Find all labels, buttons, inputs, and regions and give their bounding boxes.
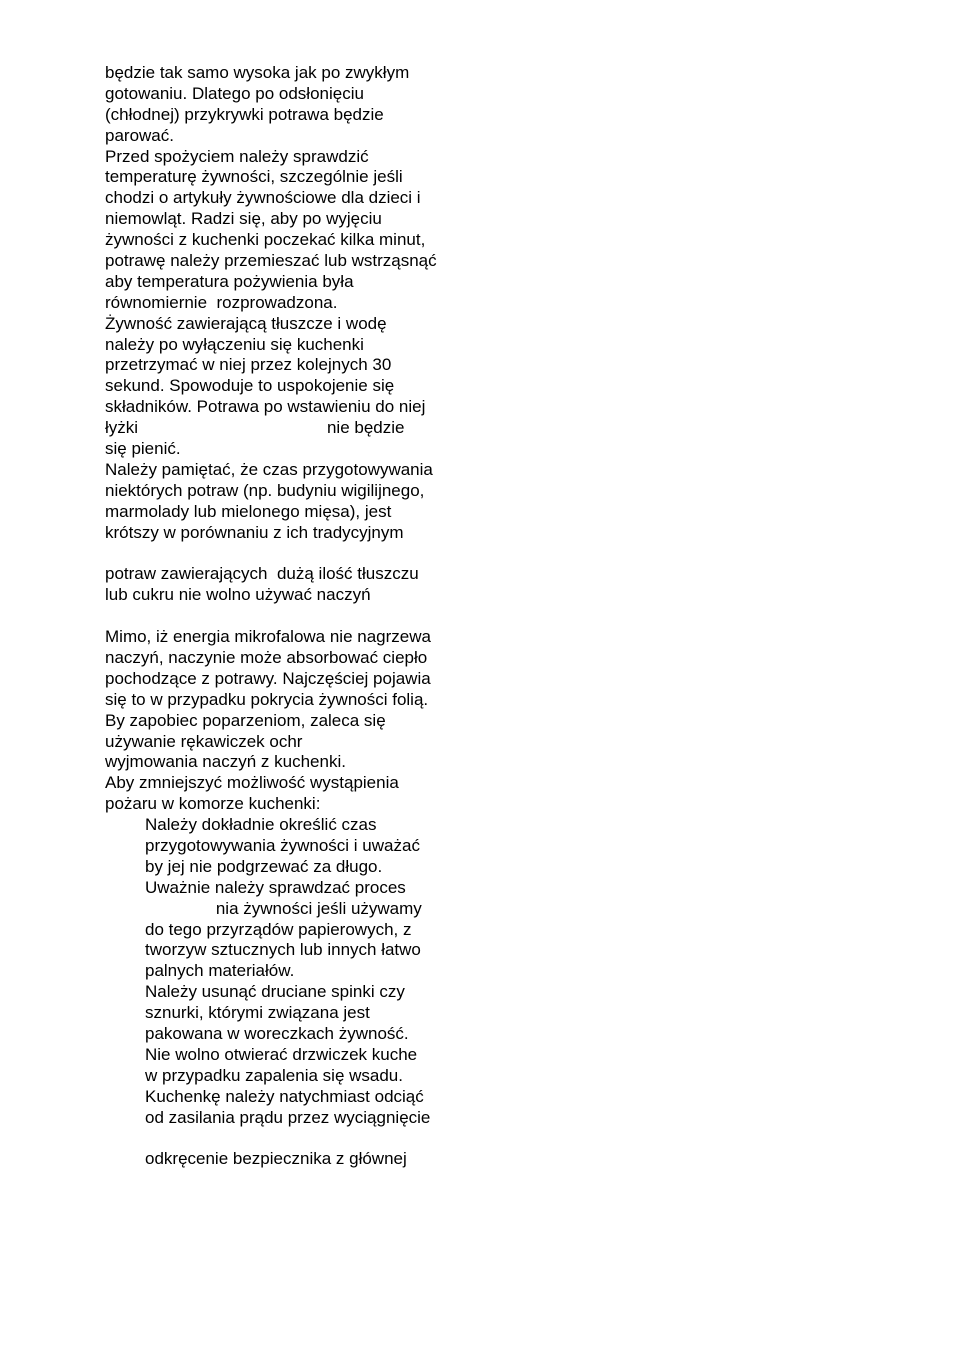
text-line: gotowaniu. Dlatego po odsłonięciu [105,83,364,103]
text-line: odkręcenie bezpiecznika z głównej [145,1149,407,1169]
text-line: (chłodnej) przykrywki potrawa będzie [105,104,384,124]
text-line: składników. Potrawa po wstawieniu do niej [105,397,426,417]
text-line: Przed spożyciem należy sprawdzić [105,146,369,166]
text-line: się to w przypadku pokrycia żywności folią. [105,689,429,709]
text-line: potrawę należy przemieszać lub wstrząsnąć [105,251,437,271]
text-line: naczyń, naczynie może absorbować ciepło [105,647,428,667]
text-line: żywności z kuchenki poczekać kilka minut, [105,230,426,250]
text-line: Należy dokładnie określić czas [145,815,377,835]
text-line: będzie tak samo wysoka jak po zwykłym [105,63,410,82]
text-line: chodzi o artykuły żywnościowe dla dzieci i [105,188,421,208]
text-line: Uważnie należy sprawdzać proces [145,877,406,897]
text-line: się pienić. [105,439,181,459]
text-line: wyjmowania naczyń z kuchenki. [105,752,346,772]
text-line: sekund. Spowoduje to uspokojenie się [105,376,395,396]
text-line: należy po wyłączeniu się kuchenki [105,334,364,354]
text-line: tworzyw sztucznych lub innych łatwo [145,940,421,960]
text-line: aby temperatura pożywienia była [105,271,354,291]
text-line: łyżki nie będzie [105,418,405,438]
text-line: niemowląt. Radzi się, aby po wyjęciu [105,209,382,229]
text-line: pożaru w komorze kuchenki: [105,794,321,814]
text-line: niektórych potraw (np. budyniu wigilijnego, [105,480,425,500]
text-line: Nie wolno otwierać drzwiczek kuche [145,1044,418,1064]
text-line: Kuchenkę należy natychmiast odciąć [145,1086,424,1106]
text-line: Aby zmniejszyć możliwość wystąpienia [105,773,399,793]
text-line: potraw zawierających dużą ilość tłuszczu [105,564,419,584]
blank-line [105,543,505,564]
text-line: pakowana w woreczkach żywność. [145,1023,409,1043]
text-line: do tego przyrządów papierowych, z [145,919,412,939]
text-line: w przypadku zapalenia się wsadu. [145,1065,403,1085]
text-line: używanie rękawiczek ochr [105,731,303,751]
blank-line [105,1128,505,1149]
text-line: krótszy w porównaniu z ich tradycyjnym [105,522,404,542]
text-line: parować. [105,125,174,145]
text-line: Mimo, iż energia mikrofalowa nie nagrzewa [105,627,431,647]
text-line: pochodzące z potrawy. Najczęściej pojawia [105,668,431,688]
text-line: przetrzymać w niej przez kolejnych 30 [105,355,392,375]
text-line: temperaturę żywności, szczególnie jeśli [105,167,403,187]
text-line: przygotowywania żywności i uważać [145,835,420,855]
text-line: nia żywności jeśli używamy [145,898,422,918]
blank-line [105,606,505,627]
text-line: palnych materiałów. [145,961,295,981]
text-line: lub cukru nie wolno używać naczyń [105,585,371,605]
text-line: Żywność zawierającą tłuszcze i wodę [105,313,387,333]
text-line: by jej nie podgrzewać za długo. [145,856,383,876]
text-line: marmolady lub mielonego mięsa), jest [105,501,392,521]
text-line: By zapobiec poparzeniom, zaleca się [105,710,386,730]
text-line: Należy usunąć druciane spinki czy [145,982,405,1002]
text-line: sznurki, którymi związana jest [145,1003,370,1023]
text-line: od zasilania prądu przez wyciągnięcie [145,1107,431,1127]
text-line: równomiernie rozprowadzona. [105,292,338,312]
body-text-column [105,63,505,1170]
text-line: Należy pamiętać, że czas przygotowywania [105,459,433,479]
